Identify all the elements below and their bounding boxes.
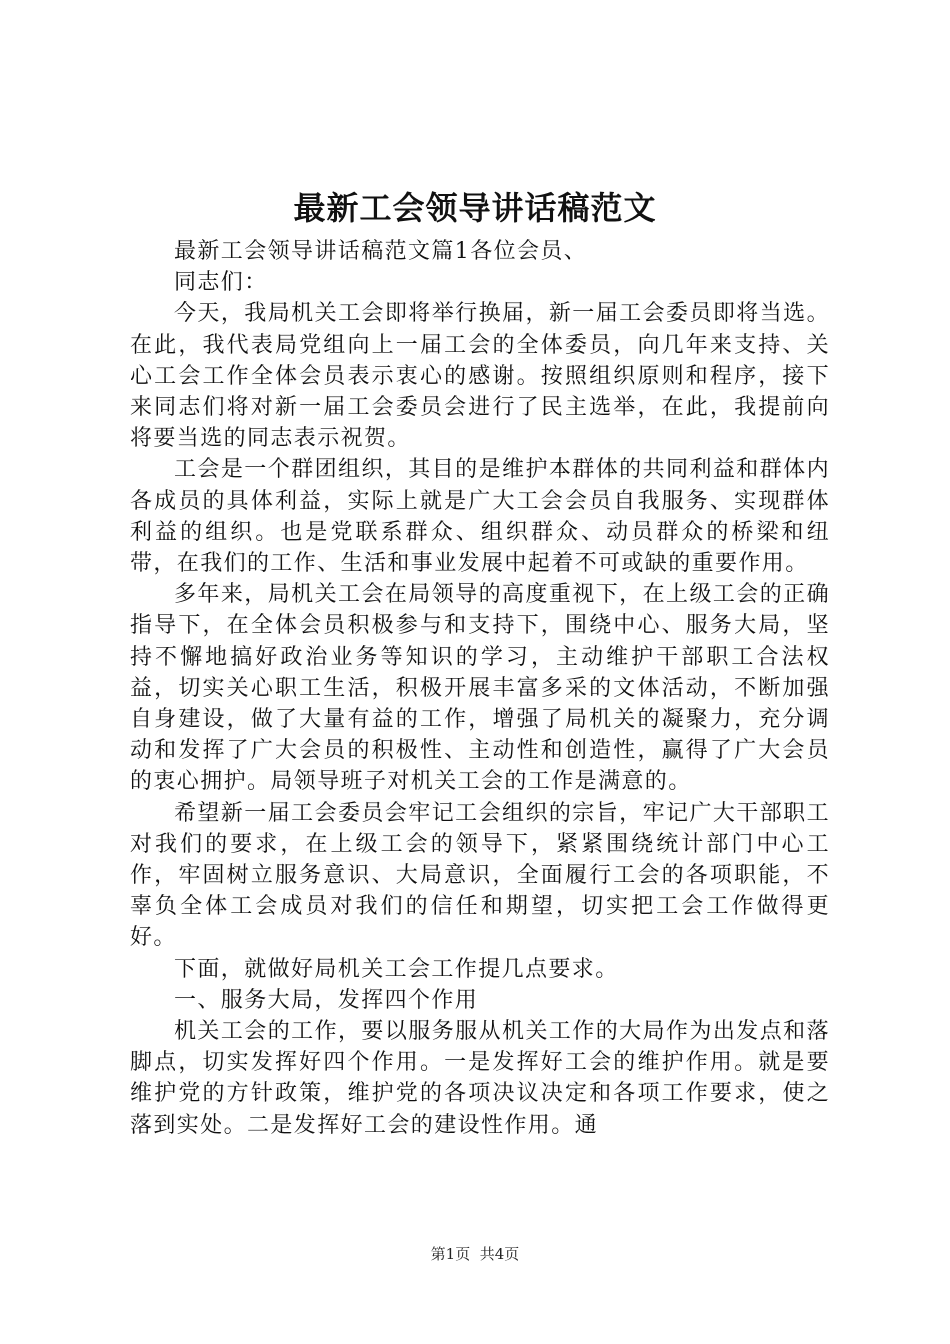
page-total: 共4页 [479, 1245, 520, 1263]
paragraph: 希望新一届工会委员会牢记工会组织的宗旨，牢记广大干部职工对我们的要求，在上级工会的领导下，紧紧围绕统计部门中心工作，牢固树立服务意识、大局意识，全面履行工会的各项职能，不辜负全体工会成员对我们的信任和期望，切实把工会工作做得更好。 [130, 800, 830, 951]
paragraph: 多年来，局机关工会在局领导的高度重视下，在上级工会的正确指导下，在全体会员积极参与和支持下，围绕中心、服务大局，坚持不懈地搞好政治业务等知识的学习，主动维护干部职工合法权益，切实关心职工生活，积极开展丰富多采的文体活动，不断加强自身建设，做了大量有益的工作，增强了局机关的凝聚力，充分调动和发挥了广大会员的积极性、主动性和创造性，赢得了广大会员的衷心拥护。局领导班子对机关工会的工作是满意的。 [130, 582, 830, 795]
paragraph: 今天，我局机关工会即将举行换届，新一届工会委员即将当选。在此，我代表局党组向上一届工会的全体委员，向几年来支持、关心工会工作全体会员表示衷心的感谢。按照组织原则和程序，接下来同志们将对新一届工会委员会进行了民主选举，在此，我提前向将要当选的同志表示祝贺。 [130, 301, 830, 452]
page-number: 第1页 [430, 1245, 471, 1263]
paragraph-intro: 最新工会领导讲话稿范文篇1各位会员、 [174, 239, 588, 264]
document-title: 最新工会领导讲话稿范文 [293, 189, 657, 227]
paragraph: 工会是一个群团组织，其目的是维护本群体的共同利益和群体内各成员的具体利益，实际上就是广大工会会员自我服务、实现群体利益的组织。也是党联系群众、组织群众、动员群众的桥梁和纽带，在我们的工作、生活和事业发展中起着不可或缺的重要作用。 [130, 457, 830, 577]
paragraph: 机关工会的工作，要以服务服从机关工作的大局作为出发点和落脚点，切实发挥好四个作用。一是发挥好工会的维护作用。就是要维护党的方针政策，维护党的各项决议决定和各项工作要求，使之落到实处。二是发挥好工会的建设性作用。通 [130, 1019, 830, 1138]
document-body [130, 236, 830, 1141]
page-footer [0, 1244, 950, 1264]
paragraph: 下面，就做好局机关工会工作提几点要求。 [174, 956, 619, 982]
paragraph-salutation: 同志们： [174, 270, 268, 296]
section-heading: 一、服务大局，发挥四个作用 [174, 987, 479, 1013]
